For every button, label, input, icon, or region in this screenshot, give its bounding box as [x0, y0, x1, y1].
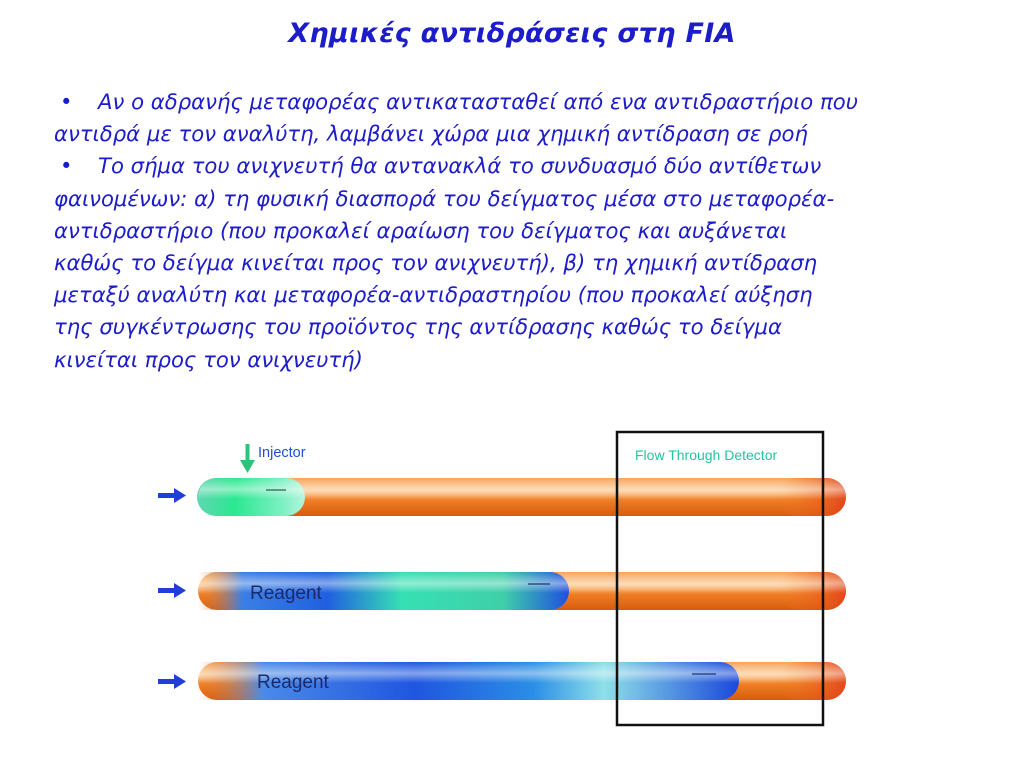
flow-arrow-1 [158, 488, 186, 503]
flow-arrow-2 [158, 583, 186, 598]
injector-arrow-icon [240, 444, 255, 473]
tube-1 [197, 478, 846, 516]
bullet-1-line-2: αντιδρά με τον αναλύτη, λαμβάνει χώρα μια χημική αντίδραση σε ροή [54, 121, 808, 147]
flow-arrow-3 [158, 674, 186, 689]
bullet-item-1 [54, 86, 994, 150]
fia-diagram [158, 420, 862, 752]
slide-body [54, 86, 994, 376]
detector-label: Flow Through Detector [635, 447, 778, 463]
bullet-marker: • [60, 153, 73, 179]
tube-2-label: Reagent [250, 583, 322, 604]
bullet-2-line-3: αντιδραστήριο (που προκαλεί αραίωση του δείγματος και αυξάνεται [54, 217, 788, 243]
bullet-2-line-6: της συγκέντρωσης του προϊόντος της αντίδρασης καθώς το δείγμα [54, 314, 782, 340]
bullet-item-2 [54, 150, 994, 375]
bullet-1-line-1: Αν ο αδρανής μεταφορέας αντικατασταθεί από ενα αντιδραστήριο που [98, 89, 858, 114]
slide-title: Χημικές αντιδράσεις στη FIA [288, 18, 736, 49]
bullet-2-line-4: καθώς το δείγμα κινείται προς τον ανιχνευτή), β) τη χημική αντίδραση [54, 250, 818, 276]
bullet-2-line-5: μεταξύ αναλύτη και μεταφορέα-αντιδραστηρίου (που προκαλεί αύξηση [54, 282, 813, 308]
injector-label: Injector [258, 445, 306, 461]
bullet-2-line-1: Το σήμα του ανιχνευτή θα αντανακλά το συνδυασμό δύο αντίθετων [98, 153, 822, 179]
tube-3-label: Reagent [257, 672, 329, 693]
bullet-2-line-2: φαινομένων: α) τη φυσική διασπορά του δείγματος μέσα στο μεταφορέα- [54, 185, 835, 211]
bullet-marker: • [60, 89, 73, 114]
bullet-2-line-7: κινείται προς τον ανιχνευτή) [54, 346, 363, 372]
